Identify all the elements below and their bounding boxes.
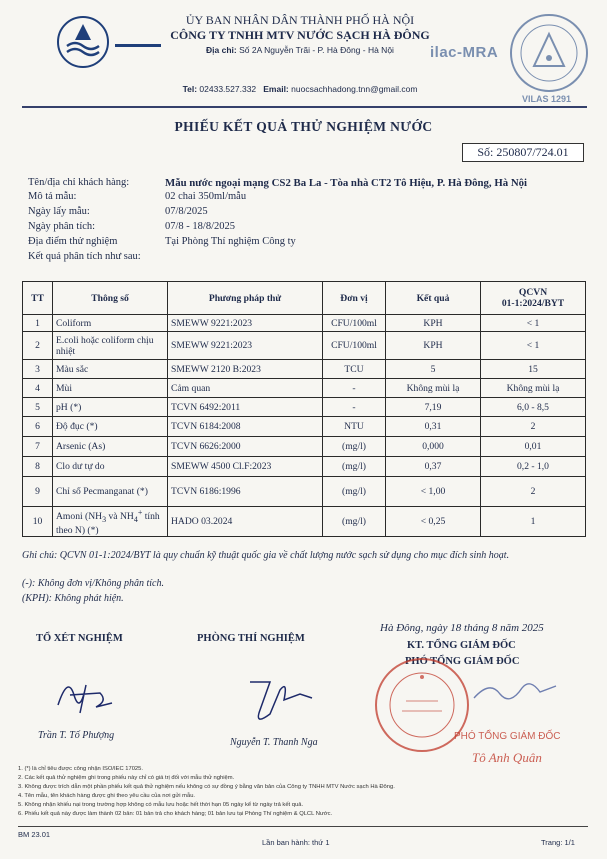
row-method: Cảm quan [168,379,323,398]
table-header-row [23,282,586,315]
row-result: 0,37 [386,457,481,477]
tester-title: TỔ XÉT NGHIỆM [36,633,123,644]
row-limit: Không mùi lạ [481,379,586,398]
row-parameter: E.coli hoặc coliform chịu nhiệt [53,332,168,360]
row-index: 6 [23,417,53,437]
info-label-test-location: Địa điểm thử nghiệm [28,236,118,247]
company-address [150,45,450,55]
footnote-6: 6. Phiếu kết quả này được làm thành 02 bản: 01 bản trả cho khách hàng; 01 bản lưu tại Phòng Thí nghiệm & QLCL Nước. [18,811,333,817]
row-method: HADO 03.2024 [168,507,323,537]
row-index: 9 [23,477,53,507]
info-value-sampling-date: 07/8/2025 [165,206,208,217]
director-line2: PHÓ TỔNG GIÁM ĐỐC [405,656,520,667]
table-row [23,315,586,332]
row-limit: < 1 [481,315,586,332]
row-unit: CFU/100ml [323,332,386,360]
row-result: KPH [386,315,481,332]
table-row [23,457,586,477]
company-logo [55,14,165,70]
ammonia-text-b: và NH [106,511,134,523]
row-limit: 2 [481,477,586,507]
accreditation-seal [508,12,590,94]
ammonia-sub-4: 4 [133,515,138,525]
row-method: SMEWW 9221:2023 [168,315,323,332]
col-header-tt: TT [23,282,53,315]
info-label-results-intro: Kết quả phân tích như sau: [28,251,141,262]
row-index: 2 [23,332,53,360]
row-index: 3 [23,360,53,379]
footer-divider [18,826,588,827]
table-row [23,360,586,379]
row-limit: 15 [481,360,586,379]
row-parameter: Độ đục (*) [53,417,168,437]
row-result: 7,19 [386,398,481,417]
row-parameter: Chỉ số Pecmanganat (*) [53,477,168,507]
row-parameter: Mùi [53,379,168,398]
tester-name: Trần T. Tố Phượng [38,730,115,741]
row-method: TCVN 6184:2008 [168,417,323,437]
footnote-3: 3. Không được trích dẫn một phần phiếu kết quả thử nghiệm nếu không có sự đồng ý bằng văn bản của Công ty TNHH MTV Nước sạch Hà Đông. [18,784,395,790]
table-row [23,417,586,437]
row-parameter [53,507,168,537]
row-method: TCVN 6626:2000 [168,437,323,457]
row-unit: - [323,379,386,398]
lab-title: PHÒNG THÍ NGHIỆM [197,633,305,644]
row-index: 5 [23,398,53,417]
report-number: Số: 250807/724.01 [462,143,584,162]
row-parameter: Arsenic (As) [53,437,168,457]
stamp-title: PHÓ TỔNG GIÁM ĐỐC [454,731,561,742]
row-parameter: Coliform [53,315,168,332]
col-header-parameter: Thông số [53,282,168,315]
row-unit: CFU/100ml [323,315,386,332]
row-index: 8 [23,457,53,477]
row-unit: (mg/l) [323,477,386,507]
row-method: SMEWW 9221:2023 [168,332,323,360]
email-value: nuocsachhadong.tnn@gmail.com [291,84,418,94]
row-parameter: pH (*) [53,398,168,417]
row-method: SMEWW 2120 B:2023 [168,360,323,379]
row-limit: 0,2 - 1,0 [481,457,586,477]
address-value: Số 2A Nguyễn Trãi - P. Hà Đông - Hà Nội [239,45,394,55]
row-unit: NTU [323,417,386,437]
committee-name: ỦY BAN NHÂN DÂN THÀNH PHỐ HÀ NỘI [185,13,415,27]
row-limit: 2 [481,417,586,437]
vilas-code: VILAS 1291 [522,94,572,104]
info-label-customer: Tên/địa chỉ khách hàng: [28,177,130,188]
page-number: Trang: 1/1 [541,838,575,847]
standard-header-line1: QCVN [518,287,548,298]
row-result: 0,000 [386,437,481,457]
info-value-customer: Mẫu nước ngoại mạng CS2 Ba La - Tòa nhà CT2 Tô Hiệu, P. Hà Đông, Hà Nội [165,177,528,189]
row-unit: (mg/l) [323,437,386,457]
row-unit: TCU [323,360,386,379]
row-result: Không mùi lạ [386,379,481,398]
row-index: 7 [23,437,53,457]
info-label-description: Mô tả mẫu: [28,191,77,202]
info-label-analysis-date: Ngày phân tích: [28,221,96,232]
table-row [23,477,586,507]
footnote-4: 4. Tên mẫu, tên khách hàng được ghi theo yêu cầu của nơi gửi mẫu. [18,793,196,799]
lab-name: Nguyễn T. Thanh Nga [230,737,318,748]
ilac-mra-mark: ilac-MRA [430,44,499,61]
table-row [23,437,586,457]
ammonia-text-c: tính theo N) (*) [56,511,160,537]
director-line1: KT. TỔNG GIÁM ĐỐC [407,640,516,651]
results-table [22,281,586,537]
document-title: PHIẾU KẾT QUẢ THỬ NGHIỆM NƯỚC [174,119,433,134]
stamp-name: Tô Anh Quân [472,750,542,765]
table-row [23,332,586,360]
director-signature [470,672,560,712]
row-result: < 1,00 [386,477,481,507]
col-header-standard [481,282,586,315]
row-method: SMEWW 4500 Cl.F:2023 [168,457,323,477]
header-divider [22,106,587,108]
email-label: Email: [263,84,289,94]
lab-signature [240,670,320,730]
row-result: < 0,25 [386,507,481,537]
row-result: 0,31 [386,417,481,437]
row-method: TCVN 6186:1996 [168,477,323,507]
issue-number: Lần ban hành: thứ 1 [262,838,330,847]
footnote-1: 1. (*) là chỉ tiêu được công nhận ISO/IEC 17025. [18,766,143,772]
row-index: 1 [23,315,53,332]
tester-signature [50,665,120,720]
signing-date: Hà Đông, ngày 18 tháng 8 năm 2025 [380,622,544,634]
col-header-result: Kết quả [386,282,481,315]
row-index: 10 [23,507,53,537]
info-value-test-location: Tại Phòng Thí nghiệm Công ty [165,236,296,247]
address-label: Địa chỉ: [206,45,237,55]
row-limit: < 1 [481,332,586,360]
tel-value: 02433.527.332 [199,84,257,94]
row-unit: - [323,398,386,417]
row-index: 4 [23,379,53,398]
note-standard: Ghi chú: QCVN 01-1:2024/BYT là quy chuẩn kỹ thuật quốc gia về chất lượng nước sạch sử dụng cho mục đích sinh hoạt. [22,550,510,561]
standard-header-line2: 01-1:2024/BYT [501,298,565,309]
row-parameter: Clo dư tự do [53,457,168,477]
tel-label: Tel: [182,84,198,94]
row-result: KPH [386,332,481,360]
ammonia-sup-plus: + [137,508,143,517]
note-no-unit: (-): Không đơn vị/Không phân tích. [22,578,164,589]
row-unit: (mg/l) [323,507,386,537]
col-header-unit: Đơn vị [323,282,386,315]
footnote-2: 2. Các kết quả thử nghiệm ghi trong phiếu này chỉ có giá trị đối với mẫu thử nghiệm. [18,775,235,781]
form-code: BM 23.01 [18,830,51,839]
row-method: TCVN 6492:2011 [168,398,323,417]
row-parameter: Màu sắc [53,360,168,379]
table-row [23,379,586,398]
info-value-description: 02 chai 350ml/mẫu [165,191,247,202]
col-header-method: Phương pháp thử [168,282,323,315]
ammonia-sub-3: 3 [102,515,107,525]
row-limit: 6,0 - 8,5 [481,398,586,417]
row-result: 5 [386,360,481,379]
row-limit: 0,01 [481,437,586,457]
note-not-detected: (KPH): Không phát hiện. [22,593,124,604]
info-label-sampling-date: Ngày lấy mẫu: [28,206,90,217]
company-contact [150,84,450,94]
info-value-analysis-date: 07/8 - 18/8/2025 [165,221,235,232]
company-name: CÔNG TY TNHH MTV NƯỚC SẠCH HÀ ĐÔNG [170,28,430,42]
table-row [23,398,586,417]
row-unit: (mg/l) [323,457,386,477]
footnote-5: 5. Không nhận khiếu nại trong trường hợp không có mẫu lưu hoặc hết thời hạn 05 ngày kể từ ngày trả kết quả. [18,802,304,808]
table-row [23,507,586,537]
ammonia-text-a: Amoni (NH [56,511,103,523]
row-limit: 1 [481,507,586,537]
